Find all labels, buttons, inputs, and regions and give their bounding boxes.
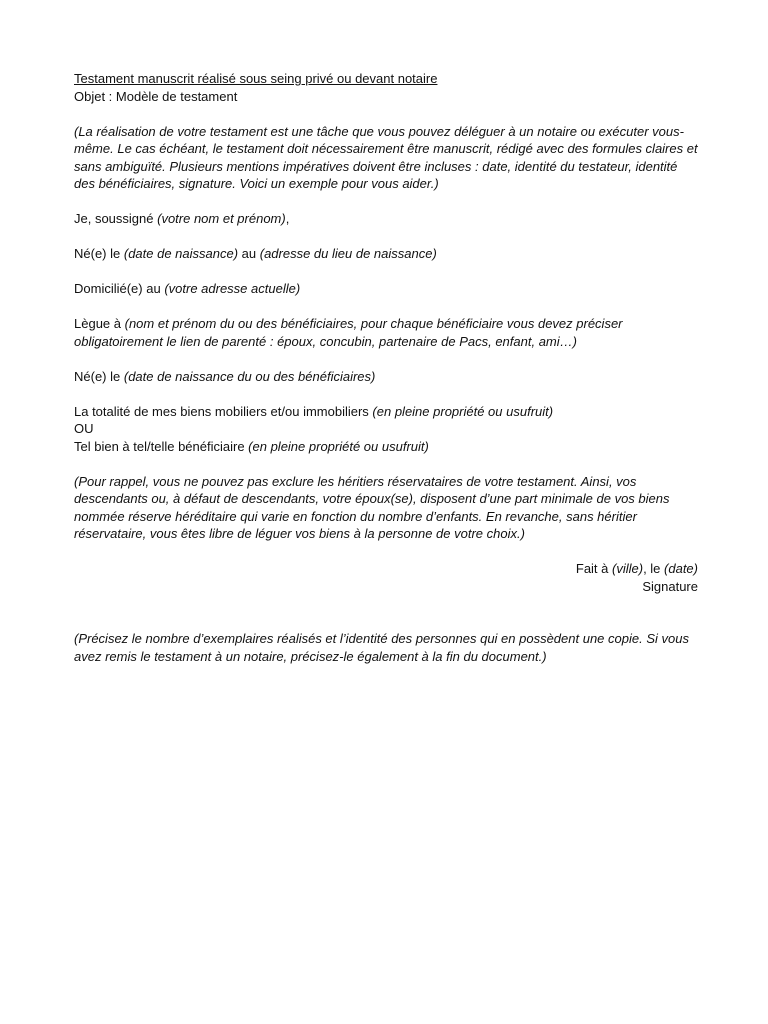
document-page xyxy=(74,70,698,665)
totalite-line: La totalité de mes biens mobiliers et/ou immobiliers (en pleine propriété ou usufruit) xyxy=(74,403,554,419)
precisez-paragraph: (Précisez le nombre d’exemplaires réalisés et l’identité des personnes qui en possèdent une copie. Si vous avez remis le testament à un notaire, précisez-le également à la fin du document.) xyxy=(74,631,689,664)
naissance-beneficiaire-line: Né(e) le (date de naissance du ou des bénéficiaires) xyxy=(74,368,376,384)
fait-line: Fait à (ville), le (date) xyxy=(575,561,698,576)
document-title: Testament manuscrit réalisé sous seing privé ou devant notaire xyxy=(74,71,438,86)
legue-paragraph: Lègue à (nom et prénom du ou des bénéficiaires, pour chaque bénéficiaire vous devez préciser obligatoirement le lien de parenté : époux, concubin, partenaire de Pacs, enfant, ami…) xyxy=(74,316,623,349)
tel-bien-line: Tel bien à tel/telle bénéficiaire (en pleine propriété ou usufruit) xyxy=(74,438,429,454)
naissance-line: Né(e) le (date de naissance) au (adresse du lieu de naissance) xyxy=(74,246,437,261)
signature-line: Signature xyxy=(642,578,698,594)
ou-line: OU xyxy=(74,421,94,436)
domicile-line: Domicilié(e) au (votre adresse actuelle) xyxy=(74,281,301,296)
document-objet: Objet : Modèle de testament xyxy=(74,88,238,104)
intro-paragraph: (La réalisation de votre testament est une tâche que vous pouvez déléguer à un notaire ou exécuter vous-même. Le cas échéant, le testament doit nécessairement être manuscrit, rédigé avec des formules claires et sans ambiguïté. Plusieurs mentions impératives doivent être incluses : date, identité du testateur, identité des bénéficiaires, signature. Voici un exemple pour vous aider.) xyxy=(74,123,698,191)
rappel-paragraph: (Pour rappel, vous ne pouvez pas exclure les héritiers réservataires de votre testament. Ainsi, vos descendants ou, à défaut de descendants, votre époux(se), disposent d’une part minimale de vos biens nommée réserve héréditaire qui varie en fonction du nombre d’enfants. En revanche, sans héritier réservataire, vous êtes libre de léguer vos biens à la personne de votre choix.) xyxy=(74,473,670,541)
soussigne-line: Je, soussigné (votre nom et prénom), xyxy=(74,211,290,226)
